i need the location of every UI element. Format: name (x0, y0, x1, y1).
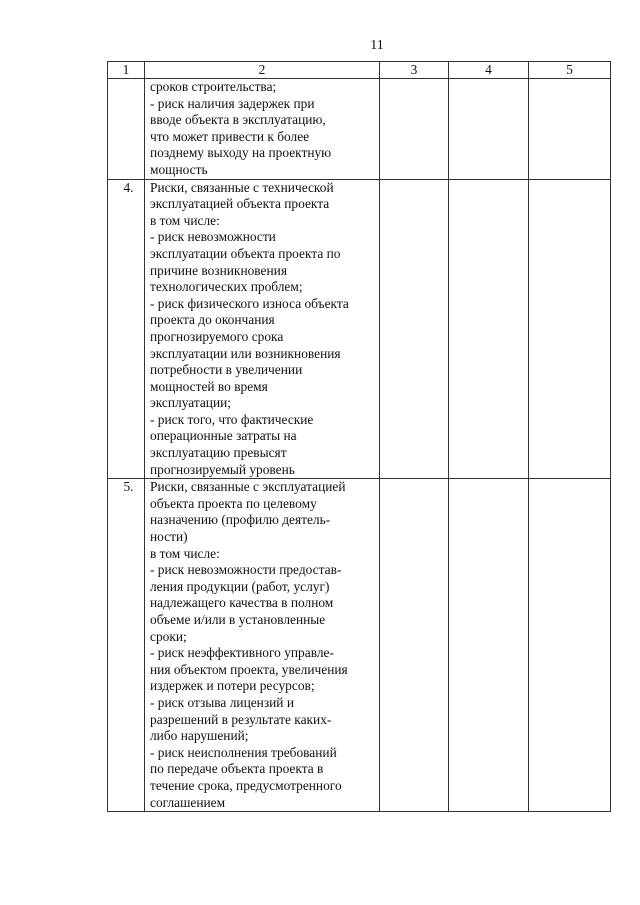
description-line: Риски, связанные с технической (150, 179, 334, 195)
risk-description (145, 479, 380, 812)
risk-description (145, 179, 380, 479)
table-body (108, 79, 611, 812)
description-line: операционные затраты на (150, 428, 297, 444)
description-line: эксплуатации; (150, 395, 232, 411)
description-line: прогнозируемый уровень (150, 461, 295, 477)
description-line: либо нарушений; (150, 728, 249, 744)
risk-table (107, 61, 611, 812)
description-line: технологических проблем; (150, 279, 303, 295)
header-row (108, 62, 611, 79)
table-header (108, 62, 611, 79)
description-line: в том числе: (150, 545, 220, 561)
description-line: эксплуатации или возникновения (150, 345, 341, 361)
description-line: сроков строительства; (150, 79, 277, 94)
description-line: потребности в увеличении (150, 362, 303, 378)
description-line: прогнозируемого срока (150, 328, 284, 344)
description-line: назначению (профилю деятель- (150, 512, 331, 528)
description-line: что может привести к более (150, 128, 310, 144)
header-col-3: 3 (380, 62, 449, 79)
table-row (108, 179, 611, 479)
description-line: издержек и потери ресурсов; (150, 678, 315, 694)
page-number: 11 (370, 38, 384, 53)
description-line: Риски, связанные с эксплуатацией (150, 479, 346, 495)
description-line: разрешений в результате каких- (150, 711, 332, 727)
description-line: эксплуатацию превысят (150, 445, 287, 461)
empty-cell-col-3 (380, 179, 449, 479)
description-line: - риск отзыва лицензий и (150, 694, 294, 710)
description-line: - риск физического износа объекта (150, 295, 349, 311)
description-line: - риск того, что фактические (150, 411, 314, 427)
risk-description (145, 79, 380, 180)
description-line: - риск невозможности предостав- (150, 562, 342, 578)
description-line: причине возникновения (150, 262, 287, 278)
table-row (108, 479, 611, 812)
header-col-1: 1 (108, 62, 145, 79)
description-line: - риск невозможности (150, 229, 276, 245)
description-line: мощностей во время (150, 378, 268, 394)
empty-cell-col-4 (449, 479, 529, 812)
description-line: в том числе: (150, 212, 220, 228)
table-row (108, 79, 611, 180)
description-line: ния объектом проекта, увеличения (150, 661, 348, 677)
empty-cell-col-5 (529, 179, 611, 479)
empty-cell-col-4 (449, 79, 529, 180)
description-line: позднему выходу на проектную (150, 145, 332, 161)
empty-cell-col-3 (380, 79, 449, 180)
description-line: объеме и/или в установленные (150, 612, 326, 627)
header-col-4: 4 (449, 62, 529, 79)
description-line: ления продукции (работ, услуг) (150, 578, 330, 594)
empty-cell-col-3 (380, 479, 449, 812)
description-line: течение срока, предусмотренного (150, 777, 342, 793)
header-col-5: 5 (529, 62, 611, 79)
description-line: проекта до окончания (150, 312, 275, 328)
row-number (108, 79, 145, 180)
description-line: надлежащего качества в полном (150, 595, 334, 611)
description-line: соглашением (150, 794, 226, 810)
header-col-2: 2 (145, 62, 380, 79)
row-number: 5. (108, 479, 145, 812)
description-line: эксплуатации объекта проекта по (150, 245, 341, 261)
description-line: мощность (150, 161, 208, 177)
description-line: объекта проекта по целевому (150, 495, 317, 511)
row-number: 4. (108, 179, 145, 479)
description-line: по передаче объекта проекта в (150, 761, 324, 777)
empty-cell-col-4 (449, 179, 529, 479)
empty-cell-col-5 (529, 79, 611, 180)
empty-cell-col-5 (529, 479, 611, 812)
description-line: ности) (150, 529, 188, 545)
description-line: сроки; (150, 628, 187, 644)
description-line: вводе объекта в эксплуатацию, (150, 112, 326, 128)
description-line: эксплуатацией объекта проекта (150, 196, 330, 212)
description-line: - риск наличия задержек при (150, 95, 315, 111)
description-line: - риск неисполнения требований (150, 744, 337, 760)
description-line: - риск неэффективного управле- (150, 645, 334, 661)
